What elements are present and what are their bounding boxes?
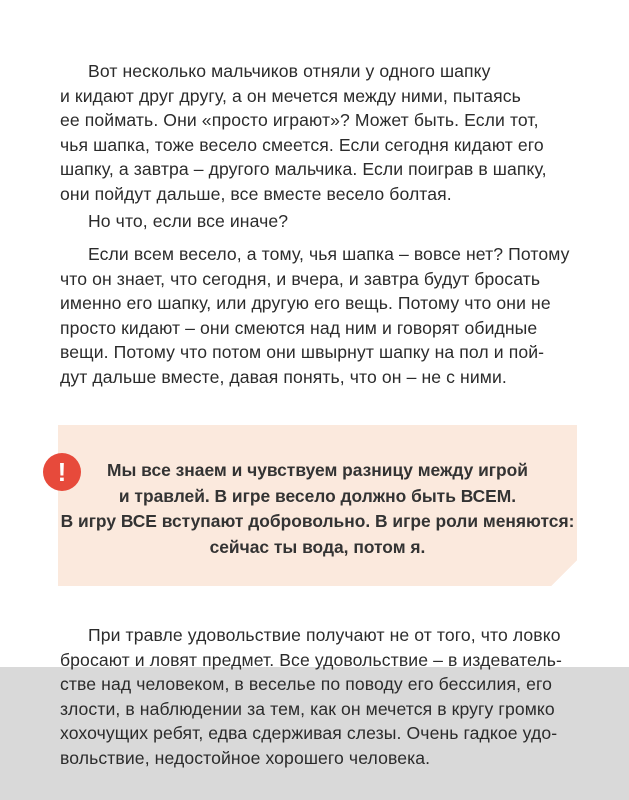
paragraph-line: именно его шапку, или другую его вещь. Потому что они не xyxy=(60,293,551,313)
paragraph-line: вольствие, недостойное хорошего человека. xyxy=(60,747,431,768)
paragraph-line: вещи. Потому что потом они швырнут шапку на пол и пой- xyxy=(60,342,545,362)
callout-folded-corner xyxy=(551,560,577,586)
paragraph-line: хохочущих ребят, едва сдерживая слезы. Очень гадкое удо- xyxy=(60,723,558,743)
callout-line: сейчас ты вода, потом я. xyxy=(209,536,426,557)
paragraph-line: шапку, а завтра – другого мальчика. Если поиграв в шапку, xyxy=(60,159,547,179)
paragraph-line: ее поймать. Они «просто играют»? Может быть. Если тот, xyxy=(60,110,539,130)
paragraph-line: просто кидают – они смеются над ним и говорят обидные xyxy=(60,317,538,338)
paragraph-line: что он знает, что сегодня, и вчера, и завтра будут бросать xyxy=(60,268,541,289)
callout-line: В игру ВСЕ вступают добровольно. В игре роли меняются: xyxy=(60,511,575,531)
paragraph-line: злости, в наблюдении за тем, как он мечется в кругу громко xyxy=(60,698,555,719)
paragraph-line: и кидают друг другу, а он мечется между ними, пытаясь xyxy=(60,85,521,106)
paragraph-line: чья шапка, тоже весело смеется. Если сегодня кидают его xyxy=(60,134,544,155)
paragraph-line: Если всем весело, а тому, чья шапка – вовсе нет? Потому xyxy=(88,244,570,264)
paragraph-3 xyxy=(60,242,581,389)
paragraph-line: они пойдут дальше, все вместе весело болтая. xyxy=(60,183,452,204)
paragraph-1 xyxy=(60,59,581,206)
paragraph-line: стве над человеком, в веселье по поводу его бессилия, его xyxy=(60,674,552,694)
callout-text xyxy=(58,458,577,560)
exclamation-icon: ! xyxy=(43,453,81,491)
paragraph-line: Вот несколько мальчиков отняли у одного шапку xyxy=(88,61,491,81)
paragraph-line: Но что, если все иначе? xyxy=(88,211,289,231)
callout-line: Мы все знаем и чувствуем разницу между игрой xyxy=(107,460,528,480)
paragraph-line: дут дальше вместе, давая понять, что он – не с ними. xyxy=(60,366,507,387)
paragraph-line: При травле удовольствие получают не от того, что ловко xyxy=(88,625,561,645)
paragraph-2 xyxy=(60,209,581,234)
paragraph-line: бросают и ловят предмет. Все удовольствие – в издеватель- xyxy=(60,649,562,670)
callout-line: и травлей. В игре весело должно быть ВСЕМ. xyxy=(118,485,517,506)
paragraph-4 xyxy=(60,623,581,770)
